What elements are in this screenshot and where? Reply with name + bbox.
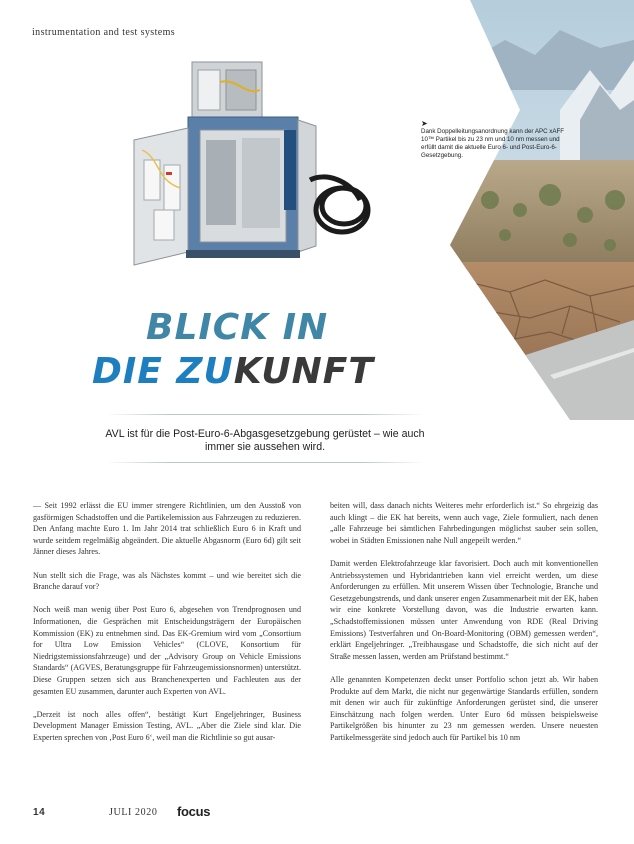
headline-line-2a: DIE ZU xyxy=(92,351,234,392)
article-column-right xyxy=(330,500,598,755)
headline-line-1: BLICK IN xyxy=(146,307,329,348)
divider-top xyxy=(105,414,425,415)
headline-line-2b: KUNFT xyxy=(233,351,374,392)
landscape-image xyxy=(450,0,634,420)
page-footer xyxy=(33,804,211,819)
paragraph: Alle genannten Kompetenzen deckt unser Portfolio schon jetzt ab. Wir haben Produkte auf dem Markt, die nicht nur gegenwärtige Standards erfüllen, sondern mit denen wir auch für zukünftige Anforderungen gerüstet sind, die unserer Einschätzung nach folgen werden. Unter Euro 6d müssen beispielsweise Partikelgrößen bis hinunter zu 23 nm gemessen werden. Unsere neuesten Partikelmessgeräte sind jedoch auch für Partikel bis 10 nm xyxy=(330,674,598,742)
section-kicker: instrumentation and test systems xyxy=(32,27,176,38)
apc-device-image xyxy=(120,60,380,275)
article-column-left xyxy=(33,500,301,755)
caption-arrow-icon: ➤ xyxy=(421,119,428,128)
image-caption xyxy=(421,120,571,160)
paragraph: — Seit 1992 erlässt die EU immer strengere Richtlinien, um den Ausstoß von gasförmigen Schadstoffen und die Partikelemission aus Fahrzeugen zu reduzieren. Den Anfang machte Euro 1. Im Jahr 2014 trat schließlich Euro 6 in Kraft und wurde seitdem regelmäßig abgeändert. Die aktuelle Abgasnorm (Euro 6d) gilt seit Jänner dieses Jahres. xyxy=(33,500,301,558)
paragraph: beiten will, dass danach nichts Weiteres mehr erforderlich ist.“ So ehrgeizig das auch klingt – die EK hat bereits, wenn auch vage, Ziele formuliert, nach denen „alle Fahrzeuge bei sämtlichen Fahrbedingungen möglichst sauber sein sollen, wobei in Städten Emissionen nahe Null angepeilt werden.“ xyxy=(330,501,598,545)
divider-bottom xyxy=(105,462,425,463)
subtitle: AVL ist für die Post-Euro-6-Abgasgesetzgebung gerüstet – wie auch immer sie aussehen wird. xyxy=(105,428,425,453)
paragraph: Damit werden Elektrofahrzeuge klar favorisiert. Doch auch mit konventionellen Antriebssystemen und Hybridantrieben kann viel erreicht werden, um diese Anforderungen zu erfüllen. Mit unserem Wissen über Technologie, Branche und Gesetzgebungstrends, und dank unserer engen Zusammenarbeit mit der EK, haben wir eine konkrete Vorstellung davon, was die Industrie erwarten kann. „Schadstoffemissionen müssen unter Anwendung von RDE (Real Driving Emissions) Testverfahren und On-Board-Monitoring (OBM) gemessen werden“, erklärt Engeljehringer. „Treibhausgase und Schadstoffe, die sich nicht auf der Straße messen lassen, werden am Prüfstand bestimmt.“ xyxy=(330,558,598,661)
magazine-logo: focus xyxy=(177,804,211,819)
caption-text: Dank Doppelleitungsanordnung kann der APC xAFF 10™ Partikel bis zu 23 nm und 10 nm messen und erfüllt damit die aktuelle Euro 6- und Post-Euro-6-Gesetzgebung. xyxy=(421,128,565,159)
headline-line-2 xyxy=(92,352,374,392)
paragraph: Noch weiß man wenig über Post Euro 6, abgesehen von Trendprognosen und Informationen, die Gesprächen mit Entscheidungsträgern der Europäischen Kommission (EK) zu entnehmen sind. Das EK-Gremium wird vom „Consortium for Ultra Low Emission Vehicles“ (CLOVE, Konsortium für Niedrigstemissionsfahrzeuge) und der „Advisory Group on Vehicle Emissions Standards“ (AGVES, Beratungsgruppe für Fahrzeugemissionsnormen) unterstützt. Diese Gruppen setzen sich aus Branchenexperten und Fachleuten aus der gesamten EU zusammen, darunter auch Experten von AVL. xyxy=(33,605,301,696)
issue-date: JULI 2020 xyxy=(109,807,158,818)
paragraph: „Derzeit ist noch alles offen“, bestätigt Kurt Engeljehringer, Business Development Manager Emission Testing, AVL. „Aber die Ziele sind klar. Die Experten sprechen von ‚Post Euro 6‘, weil man die Richtlinie so gut ausar- xyxy=(33,709,301,742)
paragraph: Nun stellt sich die Frage, was als Nächstes kommt – und wie bereitet sich die Branche darauf vor? xyxy=(33,570,301,592)
page-number: 14 xyxy=(33,807,46,818)
